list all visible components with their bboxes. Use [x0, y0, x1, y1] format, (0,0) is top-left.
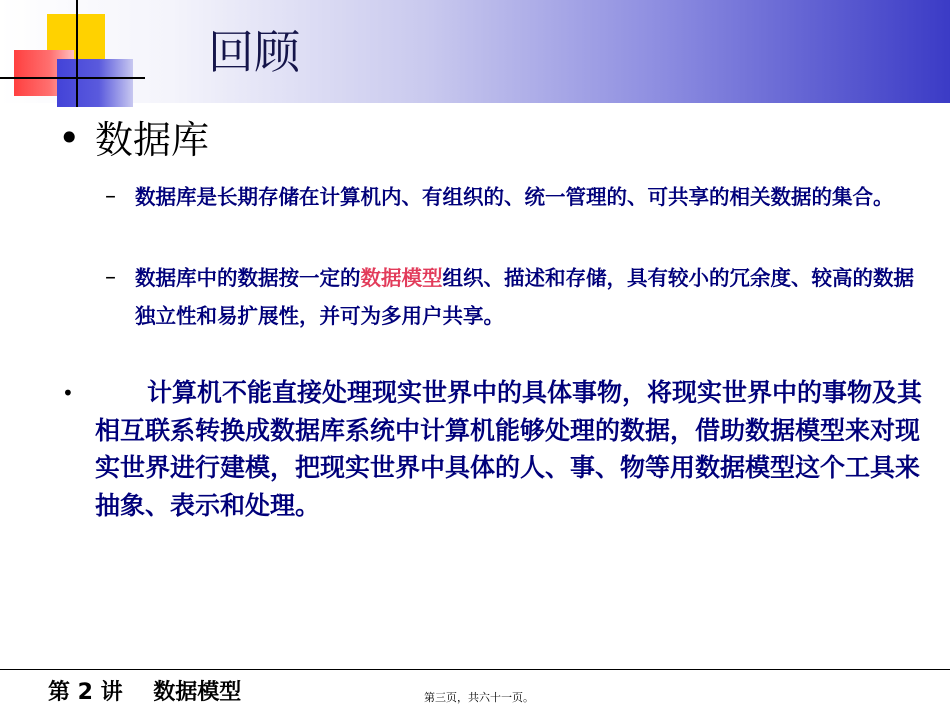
sub-point-model-before: 数据库中的数据按一定的 — [135, 266, 361, 290]
emphasis-text: 数据模型 — [360, 266, 443, 290]
bullet-dot-icon: • — [58, 116, 81, 160]
bullet-dot-icon: • — [62, 381, 74, 405]
footer-page-number: 第三页，共六十一页。 — [424, 691, 534, 704]
slide-title: 回顾 — [208, 25, 300, 79]
bullet-heading: 数据库 — [95, 118, 210, 162]
header-band — [0, 0, 950, 103]
sub-point-model-after: 组织、描述和存储，具有较小的冗余度、较高的数据独立性和易扩展性，并可为多用户共享。 — [135, 266, 914, 328]
body-paragraph: 计算机不能直接处理现实世界中的具体事物，将现实世界中的事物及其相互联系转换成数据库系统中计算机能够处理的数据，借助数据模型来对现实世界进行建模，把现实世界中具体的人、事、物等用数据模型这个工具来抽象、表示和处理。 — [95, 378, 923, 520]
footer-divider — [0, 669, 950, 670]
decor-vertical-line — [76, 0, 78, 107]
dash-icon: – — [105, 265, 116, 290]
footer-lecture-title: 第 2 讲 数据模型 — [48, 680, 242, 705]
dash-icon: – — [105, 184, 116, 209]
sub-point-model — [135, 259, 930, 335]
sub-point-definition: 数据库是长期存储在计算机内、有组织的、统一管理的、可共享的相关数据的集合。 — [135, 185, 894, 209]
decor-blue-square — [57, 59, 133, 107]
decor-horizontal-line — [0, 77, 145, 79]
